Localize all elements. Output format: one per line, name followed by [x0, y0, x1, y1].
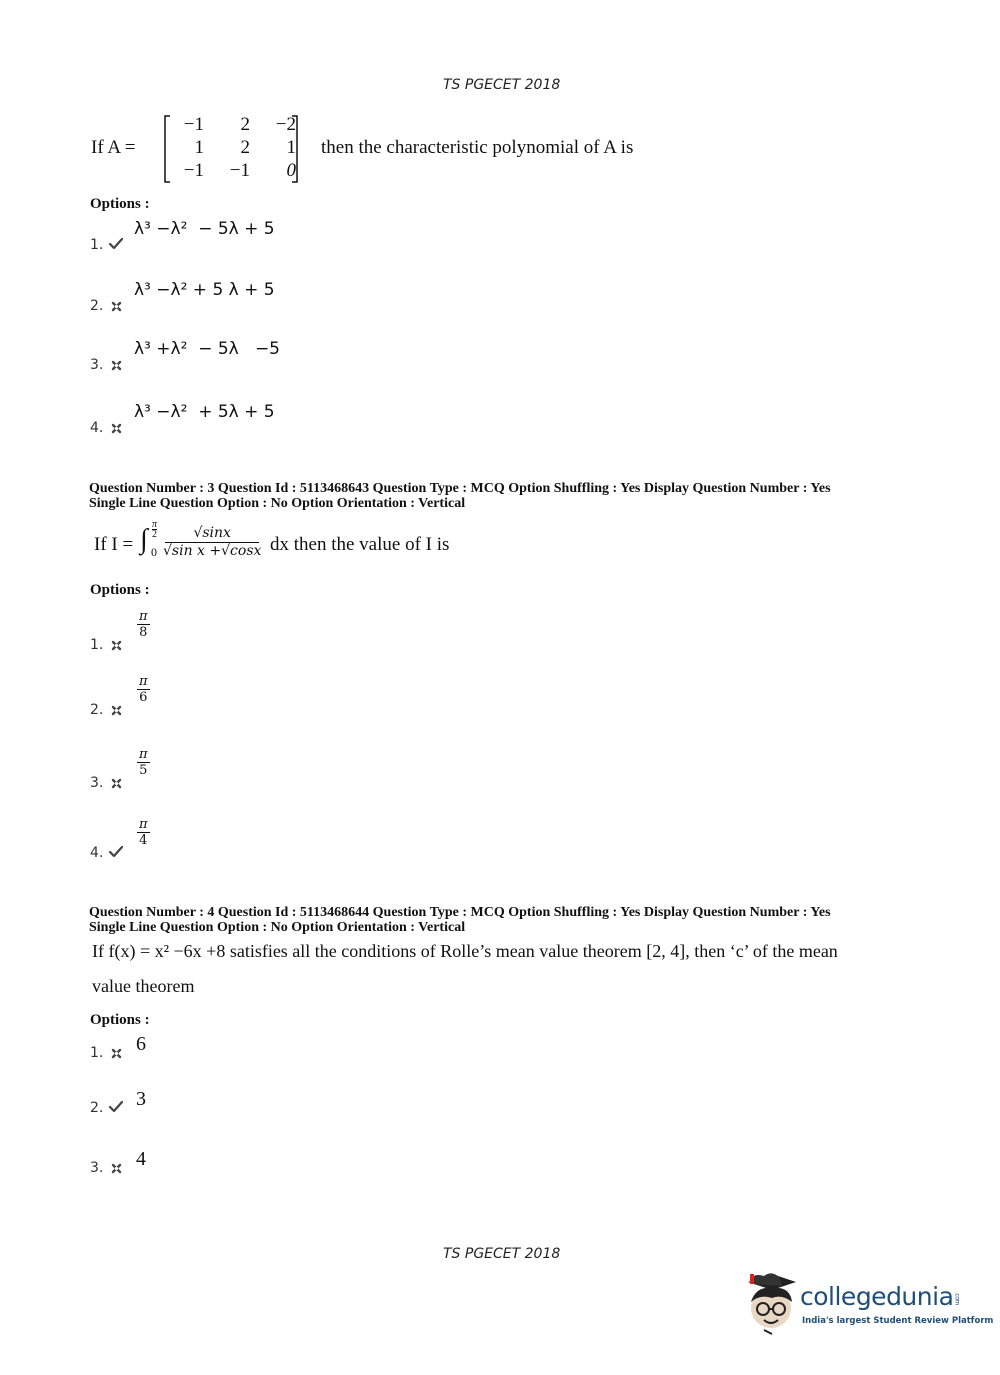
fraction-denominator: 4 [139, 833, 148, 848]
cross-icon [111, 638, 122, 656]
page-header: TS PGECET 2018 [443, 77, 561, 93]
option-number: 2. [90, 1100, 104, 1116]
integral-upper-limit: π 2 [152, 519, 158, 540]
option-fraction [137, 817, 150, 848]
integral-lower-limit: 0 [151, 545, 157, 559]
q3-question-text: dx then the value of I is [270, 534, 450, 555]
q4-meta-line1: Question Number : 4 Question Id : 5113468644 Question Type : MCQ Option Shuffling : Yes Display Question Number : Yes [89, 905, 831, 920]
cross-icon [111, 1046, 122, 1064]
mascot-icon [742, 1272, 800, 1336]
matrix-cell: 1 [286, 137, 296, 158]
option-text: 6 [136, 1033, 146, 1055]
fraction-denominator: 8 [139, 625, 148, 640]
q4-question-text-line1: If f(x) = x² −6x +8 satisfies all the conditions of Rolle’s mean value theorem [2, 4], then ‘c’ of the mean [92, 941, 838, 961]
option-fraction [137, 747, 150, 778]
option-text: λ³ −λ² − 5λ + 5 [134, 219, 275, 239]
logo-brand [800, 1282, 960, 1311]
fraction-denominator: √sin x +√cosx [163, 543, 262, 559]
option-number: 4. [90, 845, 104, 861]
cross-icon [111, 299, 122, 317]
cross-icon [111, 703, 122, 721]
collegedunia-logo [742, 1270, 994, 1340]
q3-prefix: If I = [94, 534, 134, 555]
logo-brand-suffix: .com [953, 1292, 961, 1305]
cross-icon [111, 358, 122, 376]
option-text: 3 [136, 1088, 146, 1110]
fraction-numerator: π [139, 674, 148, 689]
cross-icon [111, 776, 122, 794]
option-number: 1. [90, 237, 104, 253]
option-number: 4. [90, 420, 104, 436]
matrix-cell: −2 [275, 114, 296, 135]
q2-matrix [162, 114, 300, 184]
option-number: 2. [90, 702, 104, 718]
option-number: 2. [90, 298, 104, 314]
fraction-numerator: √sinx [165, 525, 259, 543]
option-number: 3. [90, 1160, 104, 1176]
fraction-denominator: 5 [139, 763, 148, 778]
option-number: 3. [90, 357, 104, 373]
option-text: λ³ +λ² − 5λ −5 [134, 339, 281, 359]
option-text: λ³ −λ² + 5 λ + 5 [134, 280, 275, 300]
fraction-numerator: π [139, 817, 148, 832]
option-text: λ³ −λ² + 5λ + 5 [134, 402, 275, 422]
check-icon [108, 237, 124, 256]
option-number: 1. [90, 637, 104, 653]
fraction-denominator: 6 [139, 690, 148, 705]
check-icon [108, 845, 124, 864]
option-number: 1. [90, 1045, 104, 1061]
matrix-cell: 2 [240, 137, 250, 158]
matrix-cell: 1 [194, 137, 204, 158]
check-icon [108, 1100, 124, 1119]
matrix-cell: 2 [240, 114, 250, 135]
q3-meta-line2: Single Line Question Option : No Option Orientation : Vertical [89, 496, 466, 511]
q2-options-label: Options : [90, 196, 150, 212]
q2-prefix: If A = [91, 137, 136, 158]
q3-integrand-fraction [163, 525, 261, 560]
logo-tagline: India's largest Student Review Platform [802, 1316, 994, 1326]
cross-icon [111, 1161, 122, 1179]
fraction-numerator: π [139, 609, 148, 624]
q4-options-label: Options : [90, 1012, 150, 1028]
matrix-cell: 0 [286, 160, 296, 181]
q4-question-text-line2: value theorem [92, 976, 195, 996]
option-fraction [137, 609, 150, 640]
option-text: 4 [136, 1148, 146, 1170]
matrix-cell: −1 [183, 114, 204, 135]
q3-options-label: Options : [90, 582, 150, 598]
matrix-cell: −1 [183, 160, 204, 181]
option-fraction [137, 674, 150, 705]
cross-icon [111, 421, 122, 439]
q2-question-text: then the characteristic polynomial of A is [321, 137, 634, 158]
q4-meta-line2: Single Line Question Option : No Option Orientation : Vertical [89, 920, 466, 935]
integral-sign: ∫ [140, 524, 148, 555]
page-footer: TS PGECET 2018 [443, 1246, 561, 1262]
q3-meta-line1: Question Number : 3 Question Id : 5113468643 Question Type : MCQ Option Shuffling : Yes Display Question Number : Yes [89, 481, 831, 496]
logo-brand-text: collegedunia [800, 1282, 954, 1311]
matrix-cell: −1 [229, 160, 250, 181]
fraction-numerator: π [139, 747, 148, 762]
option-number: 3. [90, 775, 104, 791]
